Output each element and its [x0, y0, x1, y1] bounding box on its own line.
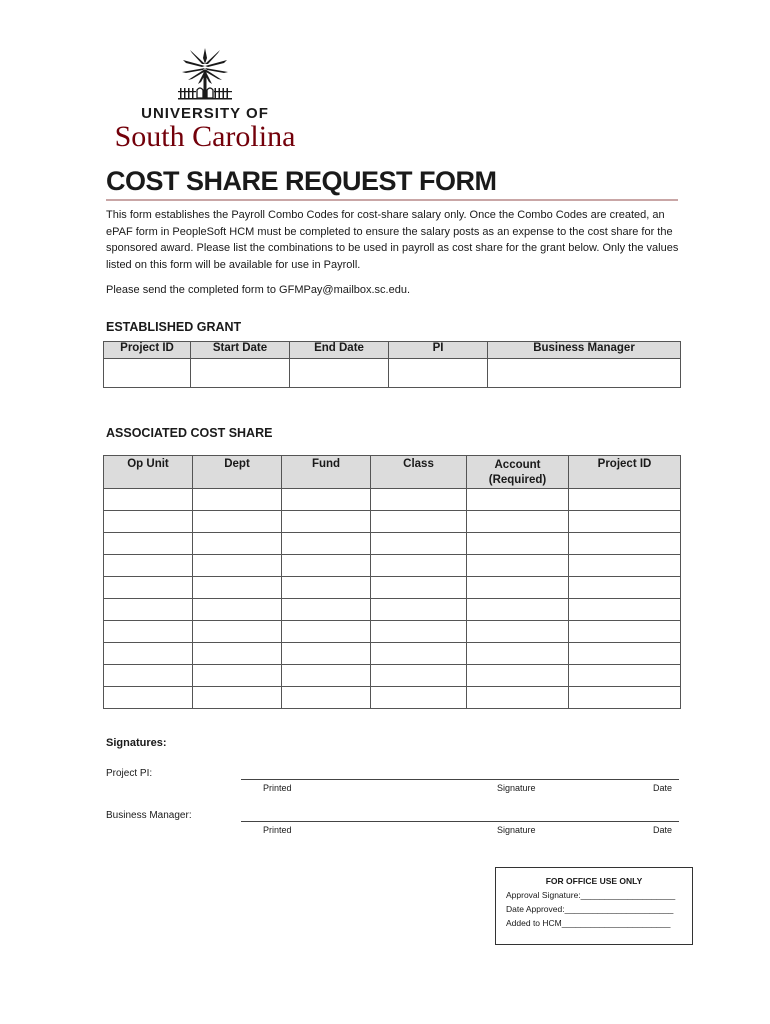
signatures-heading: Signatures: — [106, 737, 167, 749]
university-line: UNIVERSITY OF — [141, 105, 269, 122]
cs-fund-input[interactable] — [282, 687, 371, 709]
cs-op-unit-input[interactable] — [104, 665, 193, 687]
cs-account-input[interactable] — [467, 489, 569, 511]
cs-class-input[interactable] — [371, 643, 467, 665]
cs-col-project-id: Project ID — [569, 456, 681, 489]
cs-class-input[interactable] — [371, 665, 467, 687]
pi-signature-caption: Signature — [497, 783, 536, 793]
form-title: COST SHARE REQUEST FORM — [106, 166, 497, 196]
cs-project-id-input[interactable] — [569, 643, 681, 665]
grant-start-date-input[interactable] — [191, 359, 290, 388]
cs-project-id-input[interactable] — [569, 533, 681, 555]
cs-project-id-input[interactable] — [569, 665, 681, 687]
grant-col-business-manager: Business Manager — [488, 342, 681, 359]
cs-account-input[interactable] — [467, 621, 569, 643]
cs-dept-input[interactable] — [193, 599, 282, 621]
cs-class-input[interactable] — [371, 599, 467, 621]
cs-op-unit-input[interactable] — [104, 555, 193, 577]
cs-fund-input[interactable] — [282, 511, 371, 533]
grant-end-date-input[interactable] — [290, 359, 389, 388]
cs-account-input[interactable] — [467, 665, 569, 687]
business-manager-label: Business Manager: — [106, 810, 192, 821]
cs-project-id-input[interactable] — [569, 511, 681, 533]
cs-dept-input[interactable] — [193, 577, 282, 599]
cs-dept-input[interactable] — [193, 687, 282, 709]
cs-class-input[interactable] — [371, 577, 467, 599]
table-row — [104, 643, 681, 665]
cs-project-id-input[interactable] — [569, 489, 681, 511]
table-row — [104, 665, 681, 687]
cs-dept-input[interactable] — [193, 533, 282, 555]
title-divider — [106, 199, 678, 201]
grant-col-project-id: Project ID — [104, 342, 191, 359]
cs-account-input[interactable] — [467, 577, 569, 599]
cs-col-op-unit: Op Unit — [104, 456, 193, 489]
cs-project-id-input[interactable] — [569, 687, 681, 709]
cs-account-input[interactable] — [467, 687, 569, 709]
grant-business-manager-input[interactable] — [488, 359, 681, 388]
cs-op-unit-input[interactable] — [104, 687, 193, 709]
grant-col-end-date: End Date — [290, 342, 389, 359]
cs-fund-input[interactable] — [282, 555, 371, 577]
cs-dept-input[interactable] — [193, 511, 282, 533]
project-pi-signature-line[interactable] — [241, 779, 679, 780]
table-row — [104, 599, 681, 621]
cs-class-input[interactable] — [371, 489, 467, 511]
grant-pi-input[interactable] — [389, 359, 488, 388]
school-name: South Carolina — [114, 120, 296, 153]
cs-fund-input[interactable] — [282, 621, 371, 643]
grant-project-id-input[interactable] — [104, 359, 191, 388]
cs-fund-input[interactable] — [282, 489, 371, 511]
cs-account-input[interactable] — [467, 533, 569, 555]
added-to-hcm-field[interactable]: Added to HCM_______________________ — [506, 918, 671, 928]
intro-paragraph: This form establishes the Payroll Combo Codes for cost-share salary only. Once the Combo Codes are created, an ePAF form in PeopleSoft HCM must be completed to ensure the salary posts as an expense to the cost share for the sponsored award. Please list the combinations to be used in payroll as cost share for the grant below. Only the values listed on this form will be available for use in Payroll. — [106, 209, 679, 271]
cs-dept-input[interactable] — [193, 665, 282, 687]
cs-fund-input[interactable] — [282, 643, 371, 665]
cs-op-unit-input[interactable] — [104, 599, 193, 621]
palmetto-tree-icon — [178, 44, 232, 104]
associated-cost-share-heading: ASSOCIATED COST SHARE — [106, 426, 273, 440]
pi-date-caption: Date — [653, 783, 673, 793]
cs-fund-input[interactable] — [282, 577, 371, 599]
office-use-heading: FOR OFFICE USE ONLY — [545, 876, 643, 886]
cs-project-id-input[interactable] — [569, 577, 681, 599]
pi-printed-caption: Printed — [263, 783, 292, 793]
cost-share-table — [103, 455, 681, 709]
table-row — [104, 359, 681, 388]
cs-class-input[interactable] — [371, 511, 467, 533]
cs-account-input[interactable] — [467, 555, 569, 577]
approval-signature-field[interactable]: Approval Signature:____________________ — [506, 890, 676, 900]
bm-printed-caption: Printed — [263, 825, 292, 835]
cs-dept-input[interactable] — [193, 489, 282, 511]
cs-fund-input[interactable] — [282, 599, 371, 621]
cs-col-fund: Fund — [282, 456, 371, 489]
business-manager-signature-line[interactable] — [241, 821, 679, 822]
cs-class-input[interactable] — [371, 555, 467, 577]
date-approved-field[interactable]: Date Approved:_______________________ — [506, 904, 674, 914]
table-row — [104, 533, 681, 555]
university-logo — [100, 44, 310, 154]
cs-account-input[interactable] — [467, 643, 569, 665]
cs-col-dept: Dept — [193, 456, 282, 489]
cs-dept-input[interactable] — [193, 643, 282, 665]
cs-col-class: Class — [371, 456, 467, 489]
table-row — [104, 687, 681, 709]
cs-dept-input[interactable] — [193, 621, 282, 643]
cs-project-id-input[interactable] — [569, 555, 681, 577]
cs-col-account: Account (Required) — [467, 456, 569, 489]
table-row — [104, 621, 681, 643]
bm-date-caption: Date — [653, 825, 673, 835]
established-grant-table — [103, 341, 681, 388]
cs-account-input[interactable] — [467, 511, 569, 533]
table-row — [104, 489, 681, 511]
cs-class-input[interactable] — [371, 621, 467, 643]
cs-op-unit-input[interactable] — [104, 489, 193, 511]
cs-fund-input[interactable] — [282, 533, 371, 555]
cs-op-unit-input[interactable] — [104, 511, 193, 533]
cs-project-id-input[interactable] — [569, 599, 681, 621]
cs-account-input[interactable] — [467, 599, 569, 621]
bm-signature-caption: Signature — [497, 825, 536, 835]
cs-dept-input[interactable] — [193, 555, 282, 577]
cs-op-unit-input[interactable] — [104, 621, 193, 643]
send-instructions: Please send the completed form to GFMPay@mailbox.sc.edu. — [106, 284, 411, 296]
established-grant-heading: ESTABLISHED GRANT — [106, 320, 242, 334]
grant-col-start-date: Start Date — [191, 342, 290, 359]
cs-class-input[interactable] — [371, 533, 467, 555]
cs-op-unit-input[interactable] — [104, 577, 193, 599]
cs-fund-input[interactable] — [282, 665, 371, 687]
table-row — [104, 511, 681, 533]
project-pi-label: Project PI: — [106, 768, 153, 779]
cs-class-input[interactable] — [371, 687, 467, 709]
table-row — [104, 577, 681, 599]
grant-col-pi: PI — [389, 342, 488, 359]
office-use-box — [495, 867, 693, 945]
cs-project-id-input[interactable] — [569, 621, 681, 643]
table-row — [104, 555, 681, 577]
cs-op-unit-input[interactable] — [104, 533, 193, 555]
cs-op-unit-input[interactable] — [104, 643, 193, 665]
